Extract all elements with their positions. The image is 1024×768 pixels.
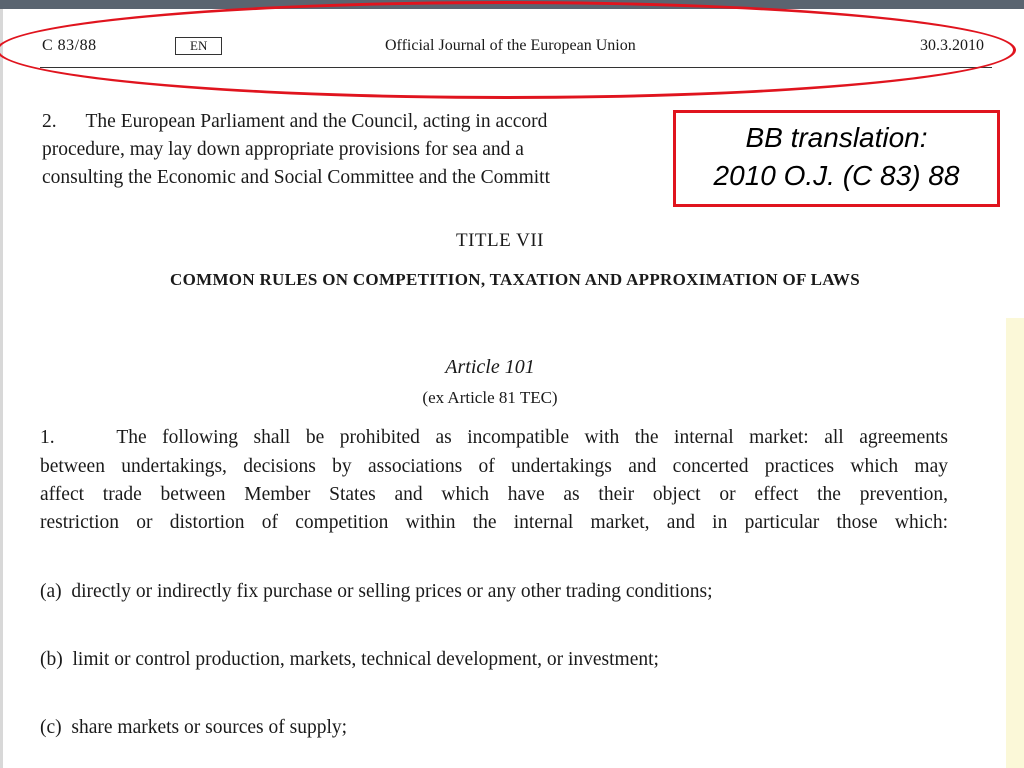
article-p1-line2: between undertakings, decisions by associations of undertakings and concerted practices which may (40, 456, 948, 477)
article-p1-line4: restriction or distortion of competition within the internal market, and in particular those which: (40, 512, 948, 533)
language-box: EN (175, 37, 222, 55)
article-item-c: (c) share markets or sources of supply; (40, 717, 348, 738)
article-p1-line3: affect trade between Member States and which have as their object or effect the prevention, (40, 484, 948, 505)
article-item-b: (b) limit or control production, markets, technical development, or investment; (40, 649, 659, 670)
para2-line2: procedure, may lay down appropriate provisions for sea and a (42, 139, 524, 160)
journal-title: Official Journal of the European Union (385, 37, 636, 54)
journal-date: 30.3.2010 (920, 37, 984, 54)
title-heading: TITLE VII (455, 230, 545, 251)
callout-line2: 2010 O.J. (C 83) 88 (713, 160, 960, 191)
para2-line1: 2. The European Parliament and the Council, acting in accord (42, 111, 548, 132)
header-highlight-ellipse (0, 1, 1016, 99)
article-p1-line1: 1. The following shall be prohibited as incompatible with the internal market: all agreements (40, 427, 948, 448)
article-heading: Article 101 (445, 356, 535, 378)
article-item-a: (a) directly or indirectly fix purchase or selling prices or any other trading conditions; (40, 581, 713, 602)
article-subheading: (ex Article 81 TEC) (422, 388, 558, 407)
translation-callout (673, 110, 1000, 207)
callout-line1: BB translation: (745, 122, 928, 153)
title-subheading: COMMON RULES ON COMPETITION, TAXATION AND APPROXIMATION OF LAWS (170, 270, 860, 289)
journal-reference: C 83/88 (42, 37, 97, 54)
para2-line3: consulting the Economic and Social Committee and the Committ (42, 167, 550, 188)
